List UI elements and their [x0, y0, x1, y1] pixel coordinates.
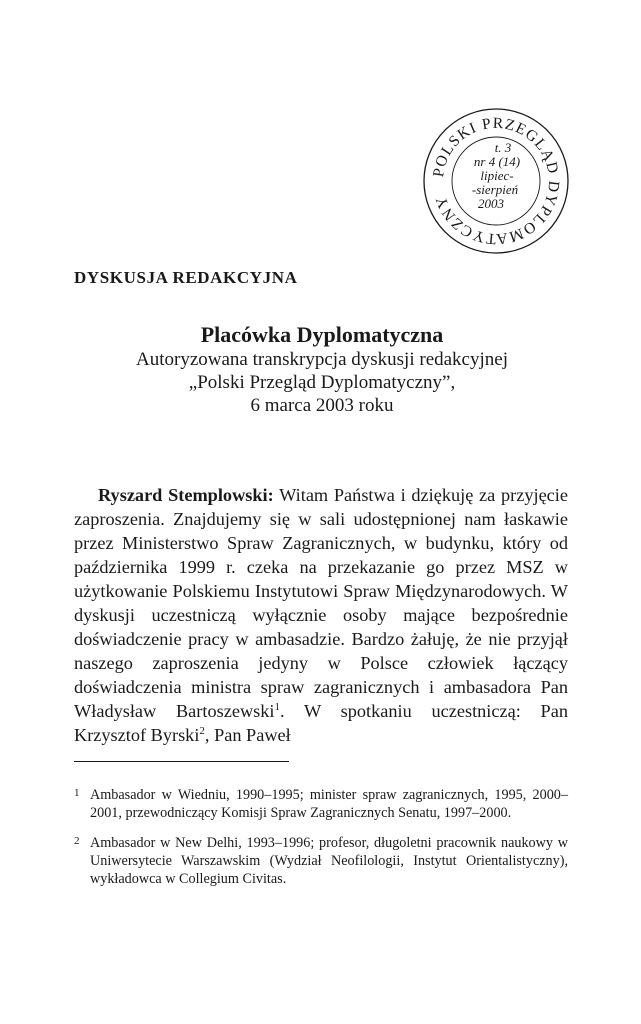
footnote-text: Ambasador w New Delhi, 1993–1996; profesor, długoletni pracownik naukowy w Uniwersytecie Warszawskim (Wydział Neofilologii, Instytut Orientalistyczny), wykładowca w Collegium Civitas. — [90, 835, 568, 887]
footnote-ref-1: 1 — [274, 700, 280, 713]
journal-stamp-graphic — [421, 106, 571, 256]
stamp-volume: t. 3 — [494, 140, 512, 155]
stamp-ring-text: POLSKI PRZEGLĄD DYPLOMATYCZNY — [430, 114, 563, 248]
article-title: Placówka Dyplomatyczna — [200, 322, 444, 347]
body-paragraph — [74, 483, 568, 747]
stamp-months-line1: lipiec- — [480, 168, 514, 183]
body-text-part-3: , Pan Paweł — [204, 725, 291, 745]
section-label: DYSKUSJA REDAKCYJNA — [74, 268, 298, 287]
footnotes — [74, 786, 568, 900]
footnote-number: 2 — [74, 835, 80, 847]
footnote-ref-2: 2 — [199, 724, 205, 737]
footnote-1 — [74, 786, 568, 822]
subtitle-line-3: 6 marca 2003 roku — [250, 395, 394, 416]
body-text-part-1: Witam Państwa i dziękuję za przyjęcie zaproszenia. Znajdujemy się w sali udostępnionej nam łaskawie przez Ministerstwo Spraw Zagranicznych, w budynku, który od października 1999 r. czeka na przekazanie go przez MSZ w użytkowanie Polskiemu Instytutowi Spraw Międzynarodowych. W dyskusji uczestniczą wyłącznie osoby mające bezpośrednie doświadczenie pracy w ambasadzie. Bardzo żałuję, że nie przyjął naszego zaproszenia jedyny w Polsce człowiek łączący doświadczenia ministra spraw zagranicznych i ambasadora Pan Władysław Bartoszewski — [74, 485, 568, 721]
stamp-months-line2: -sierpień — [471, 182, 519, 197]
title-block — [40, 322, 604, 417]
speaker-name: Ryszard Stemplowski: — [98, 485, 274, 505]
body-text-part-2: . W spotkaniu uczestniczą: Pan Krzysztof Byrski — [74, 701, 568, 745]
journal-stamp — [421, 106, 571, 256]
subtitle-line-1: Autoryzowana transkrypcja dyskusji redakcyjnej — [136, 349, 508, 370]
subtitle-line-2: „Polski Przegląd Dyplomatyczny”, — [188, 372, 456, 393]
stamp-issue: nr 4 (14) — [473, 154, 521, 169]
footnote-2 — [74, 834, 568, 888]
stamp-year: 2003 — [478, 196, 504, 211]
footnote-number: 1 — [74, 787, 80, 799]
footnote-divider — [74, 761, 289, 762]
footnote-text: Ambasador w Wiedniu, 1990–1995; minister spraw zagranicznych, 1995, 2000–2001, przewodniczący Komisji Spraw Zagranicznych Senatu, 1997–2000. — [90, 787, 568, 821]
